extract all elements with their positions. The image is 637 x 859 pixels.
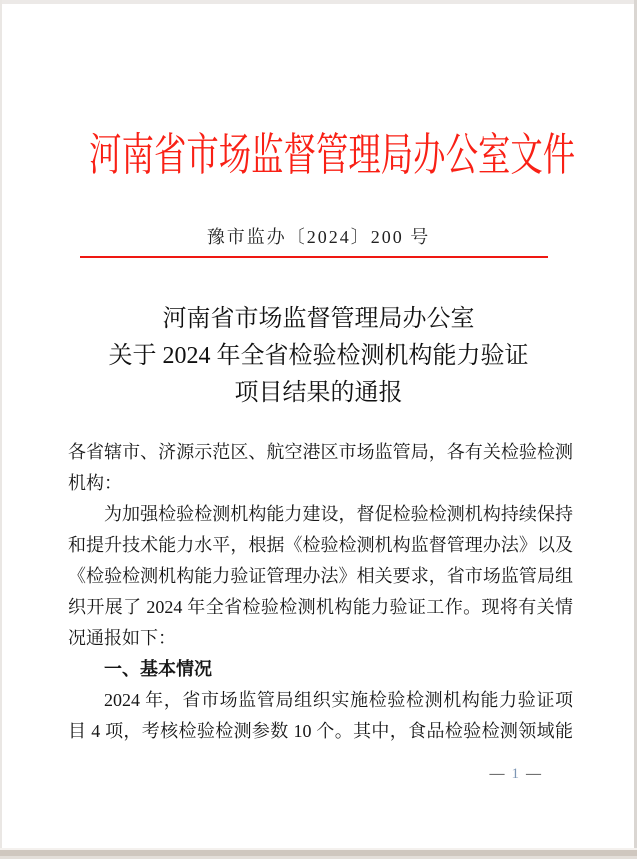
footer-dash-right: — (526, 766, 541, 782)
scan-edge-left (0, 0, 2, 859)
body-line: 和提升技术能力水平，根据《检验检测机构监督管理办法》以及 (68, 535, 573, 555)
body-line: 2024 年，省市场监管局组织实施检验检测机构能力验证项 (104, 690, 573, 710)
document-title-line-2: 关于 2024 年全省检验检测机构能力验证 (108, 343, 529, 369)
document-title (0, 301, 637, 412)
document-number: 豫市监办〔2024〕200 号 (206, 227, 431, 247)
letterhead-title: 河南省市场监督管理局办公室文件 (89, 130, 576, 180)
footer-page-number: 1 (511, 766, 519, 782)
document-title-line-3: 项目结果的通报 (234, 380, 403, 406)
scan-edge-bottom (0, 848, 637, 859)
footer-dash-left: — (489, 766, 505, 782)
page-number-footer (490, 766, 542, 783)
scan-edge-top (0, 0, 637, 4)
document-title-line-1: 河南省市场监督管理局办公室 (162, 306, 475, 332)
body-section-heading: 一、基本情况 (104, 659, 212, 679)
document-body (68, 437, 573, 747)
body-line: 《检验检测机构能力验证管理办法》相关要求，省市场监管局组 (68, 566, 573, 586)
body-line: 为加强检验检测机构能力建设，督促检验检测机构持续保持 (104, 504, 573, 524)
body-line: 织开展了 2024 年全省检验检测机构能力验证工作。现将有关情 (68, 597, 573, 617)
body-line: 机构： (68, 473, 122, 493)
body-line: 况通报如下： (68, 628, 176, 648)
red-separator-rule (80, 256, 548, 258)
body-line: 目 4 项，考核检验检测参数 10 个。其中，食品检验检测领域能 (68, 721, 573, 741)
body-line: 各省辖市、济源示范区、航空港区市场监管局，各有关检验检测 (68, 442, 573, 462)
